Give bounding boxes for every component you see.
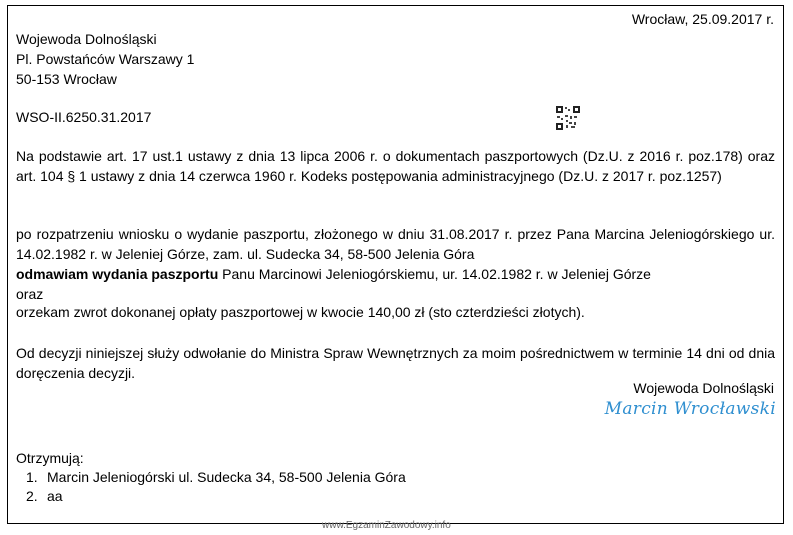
qr-code-icon (556, 106, 580, 130)
appeal-paragraph: Od decyzji niniejszej służy odwołanie do Ministra Spraw Wewnętrznych za moim pośrednictwem w terminie 14 dni od dnia doręczenia decyzji. (16, 345, 775, 381)
decision-bold: odmawiam wydania paszportu (16, 266, 219, 282)
sender-name: Wojewoda Dolnośląski (16, 31, 157, 47)
consideration-paragraph: po rozpatrzeniu wniosku o wydanie paszportu, złożonego w dniu 31.08.2017 r. przez Pana Marcina Jeleniogórskiego ur. 14.02.1982 r. w Jeleniej Górze, zam. ul. Sudecka 34, 58-500 Jelenia Góra (16, 226, 775, 262)
decision-rest: Panu Marcinowi Jeleniogórskiemu, ur. 14.02.1982 r. w Jeleniej Górze (218, 266, 651, 282)
recipient-number: 1. (26, 469, 38, 485)
document-frame (7, 5, 784, 524)
sender-city: 50-153 Wrocław (16, 71, 117, 87)
handwritten-signature: Marcin Wrocławski (604, 399, 776, 419)
signature-title: Wojewoda Dolnośląski (633, 380, 774, 396)
recipient-text: Marcin Jeleniogórski ul. Sudecka 34, 58-500 Jelenia Góra (47, 469, 406, 485)
recipients-heading: Otrzymują: (16, 450, 84, 466)
watermark: www.EgzaminZawodowy.info (322, 520, 451, 531)
recipient-number: 2. (26, 488, 38, 504)
sender-street: Pl. Powstańców Warszawy 1 (16, 51, 195, 67)
decision-line (16, 266, 651, 283)
refund-line: orzekam zwrot dokonanej opłaty paszportowej w kwocie 140,00 zł (sto czterdzieści złotych). (16, 304, 585, 320)
recipient-text: aa (47, 488, 63, 504)
conjunction: oraz (16, 286, 44, 302)
legal-basis-paragraph: Na podstawie art. 17 ust.1 ustawy z dnia 13 lipca 2006 r. o dokumentach paszportowych (Dz.U. z 2016 r. poz.178) oraz art. 104 § 1 ustawy z dnia 14 czerwca 1960 r. Kodeks postępowania administracyjnego (Dz.U. z 2017 r. poz.1257) (16, 148, 775, 184)
case-reference: WSO-II.6250.31.2017 (16, 109, 152, 125)
place-date: Wrocław, 25.09.2017 r. (631, 11, 774, 27)
